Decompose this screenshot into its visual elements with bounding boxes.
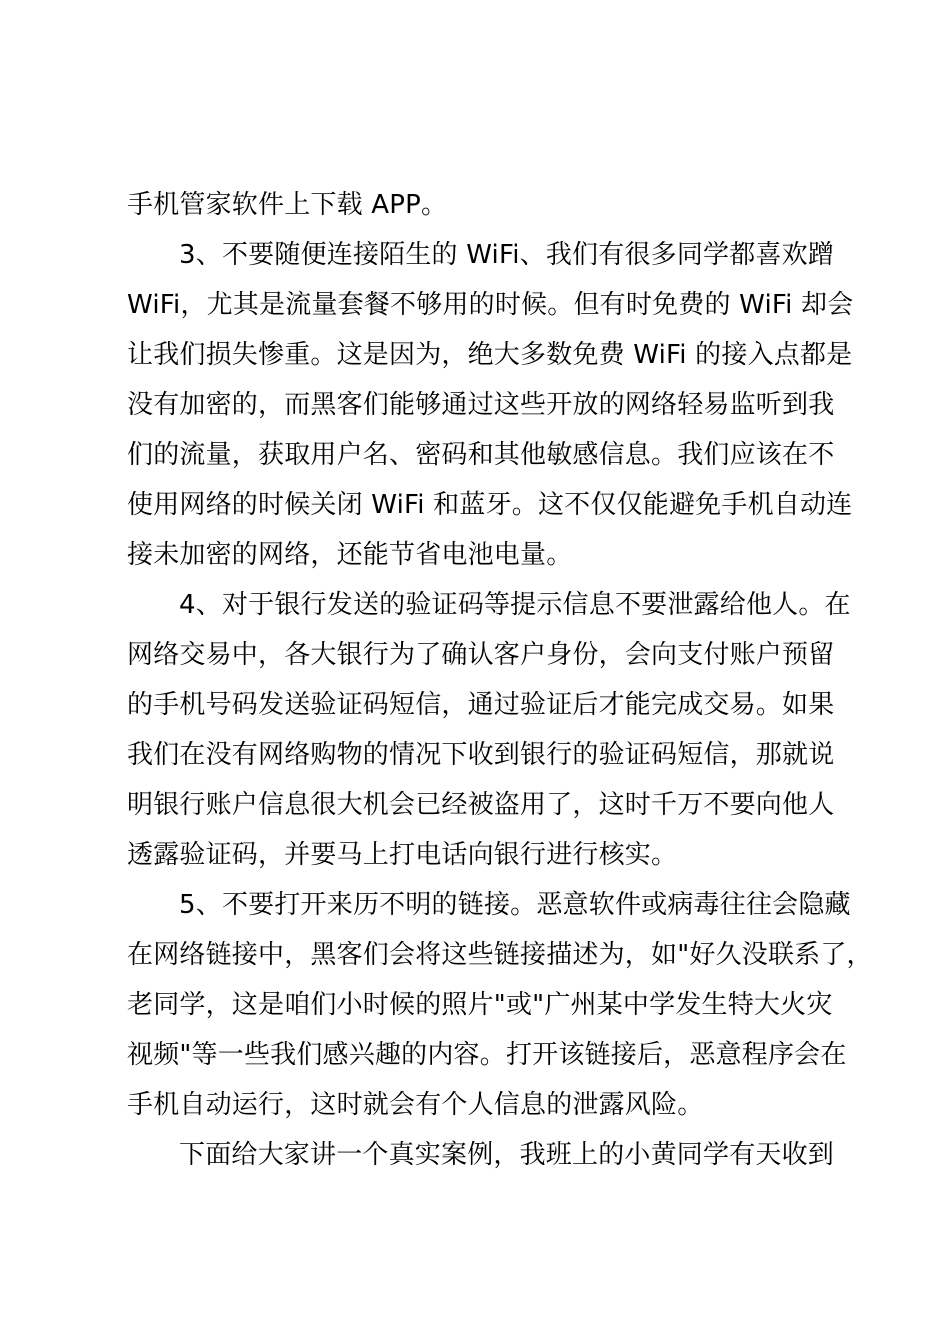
text-line: 网络交易中，各大银行为了确认客户身份，会向支付账户预留 [127,640,835,670]
text-line: WiFi，尤其是流量套餐不够用的时候。但有时免费的 WiFi 却会 [127,290,854,320]
text-line: 的手机号码发送验证码短信，通过验证后才能完成交易。如果 [127,690,835,720]
text-line: 们的流量，获取用户名、密码和其他敏感信息。我们应该在不 [127,440,835,470]
text-line: 明银行账户信息很大机会已经被盗用了，这时千万不要向他人 [127,790,835,820]
text-line: 我们在没有网络购物的情况下收到银行的验证码短信，那就说 [127,740,835,770]
paragraph-case-start: 下面给大家讲一个真实案例，我班上的小黄同学有天收到 [179,1140,835,1170]
text-line: 使用网络的时候关闭 WiFi 和蓝牙。这不仅仅能避免手机自动连 [127,490,853,520]
text-line: 在网络链接中，黑客们会将这些链接描述为，如"好久没联系了， [127,940,873,970]
text-line: 接未加密的网络，还能节省电池电量。 [127,540,573,570]
text-line: 手机自动运行，这时就会有个人信息的泄露风险。 [127,1090,704,1120]
text-line: 没有加密的，而黑客们能够通过这些开放的网络轻易监听到我 [127,390,835,420]
text-line: 老同学，这是咱们小时候的照片"或"广州某中学发生特大火灾 [127,990,833,1020]
paragraph-5-start: 5、不要打开来历不明的链接。恶意软件或病毒往往会隐藏 [179,890,851,920]
text-line: 让我们损失惨重。这是因为，绝大多数免费 WiFi 的接入点都是 [127,340,853,370]
text-line: 视频"等一些我们感兴趣的内容。打开该链接后，恶意程序会在 [127,1040,847,1070]
text-line: 手机管家软件上下载 APP。 [127,190,448,220]
text-line: 透露验证码，并要马上打电话向银行进行核实。 [127,840,678,870]
paragraph-4-start: 4、对于银行发送的验证码等提示信息不要泄露给他人。在 [179,590,851,620]
paragraph-3-start: 3、不要随便连接陌生的 WiFi、我们有很多同学都喜欢蹭 [179,240,835,270]
